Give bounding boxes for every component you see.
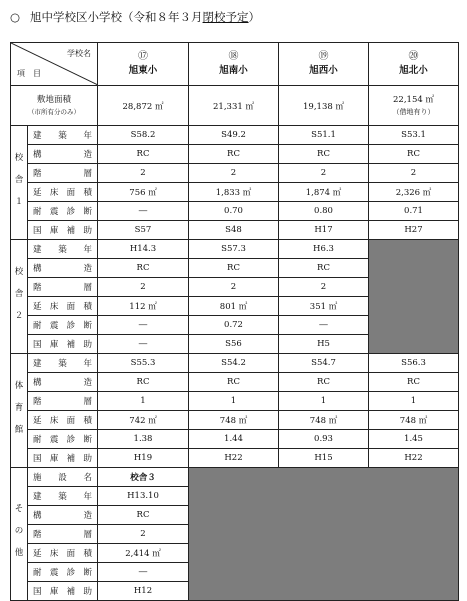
row-item-label: 施設名 — [28, 468, 98, 487]
value-cell: 2 — [189, 278, 279, 297]
school-header-4 — [369, 43, 459, 86]
data-row — [11, 430, 459, 449]
value-cell: RC — [189, 145, 279, 164]
value-cell: 1 — [98, 392, 189, 411]
section-title-char: 育 — [14, 402, 24, 413]
value-cell: RC — [279, 373, 369, 392]
data-row — [11, 183, 459, 202]
row-item-label: 建築年 — [28, 487, 98, 506]
bullet-circle-icon: ○ — [10, 10, 21, 24]
value-cell: RC — [98, 259, 189, 278]
section-title-char: の — [14, 526, 24, 536]
value-cell: 748 ㎡ — [369, 411, 459, 430]
value-cell: 0.80 — [279, 202, 369, 221]
value-cell: 2 — [189, 164, 279, 183]
value-cell: 1 — [369, 392, 459, 411]
row-item-label: 耐震診断 — [28, 202, 98, 221]
site-area-label-cell — [11, 86, 98, 126]
section-title-char: 体 — [14, 380, 24, 391]
value-cell: ― — [98, 563, 189, 582]
value-cell: 2,326 ㎡ — [369, 183, 459, 202]
data-row — [11, 373, 459, 392]
value-cell: S48 — [189, 221, 279, 240]
row-item-label: 階層 — [28, 164, 98, 183]
value-cell: RC — [369, 145, 459, 164]
row-item-label: 延床面積 — [28, 183, 98, 202]
corner-label-item: 項 目 — [17, 69, 41, 78]
section-title-char: １ — [14, 196, 24, 207]
section-title-cell — [11, 354, 28, 468]
data-row — [11, 354, 459, 373]
value-cell: S56.3 — [369, 354, 459, 373]
site-area-row — [11, 86, 459, 126]
value-cell: 0.93 — [279, 430, 369, 449]
row-item-label: 構造 — [28, 506, 98, 525]
row-item-label: 構造 — [28, 145, 98, 164]
value-cell: S54.7 — [279, 354, 369, 373]
site-area-value: 28,872 ㎡ — [98, 86, 189, 126]
school-header-2 — [189, 43, 279, 86]
row-item-label: 耐震診断 — [28, 316, 98, 335]
section-title-char: 校 — [14, 152, 24, 163]
value-cell: 756 ㎡ — [98, 183, 189, 202]
value-cell: S49.2 — [189, 126, 279, 145]
value-cell: RC — [279, 259, 369, 278]
data-row — [11, 126, 459, 145]
section-title-char: 校 — [14, 266, 24, 277]
row-item-label: 耐震診断 — [28, 563, 98, 582]
value-cell: RC — [98, 506, 189, 525]
value-cell: 1.44 — [189, 430, 279, 449]
not-applicable-shaded-cell — [189, 468, 459, 601]
data-row — [11, 240, 459, 259]
site-area-value: 22,154 ㎡ （借地有り） — [369, 86, 459, 126]
value-cell: 校舎３ — [98, 468, 189, 487]
value-cell: 1 — [279, 392, 369, 411]
value-cell: 0.70 — [189, 202, 279, 221]
value-cell: 2,414 ㎡ — [98, 544, 189, 563]
value-cell: 1.45 — [369, 430, 459, 449]
row-item-label: 耐震診断 — [28, 430, 98, 449]
heading-close-paren: ） — [248, 10, 261, 24]
data-row — [11, 392, 459, 411]
section-title-char: 舎 — [14, 288, 24, 299]
not-applicable-shaded-cell — [369, 240, 459, 354]
value-cell: 2 — [98, 164, 189, 183]
value-cell: 2 — [369, 164, 459, 183]
section-title-cell — [11, 468, 28, 601]
value-cell: ― — [98, 316, 189, 335]
document-heading — [10, 9, 260, 25]
value-cell: 112 ㎡ — [98, 297, 189, 316]
row-item-label: 構造 — [28, 373, 98, 392]
school-name: 旭東小 — [128, 65, 158, 76]
row-item-label: 建築年 — [28, 354, 98, 373]
data-row — [11, 411, 459, 430]
site-area-label: 敷地面積 — [36, 95, 71, 105]
value-cell: S51.1 — [279, 126, 369, 145]
value-cell: H17 — [279, 221, 369, 240]
row-item-label: 建築年 — [28, 126, 98, 145]
section-title-char: そ — [14, 504, 24, 514]
value-cell: 2 — [279, 164, 369, 183]
school-name: 旭北小 — [399, 65, 428, 76]
value-cell: RC — [189, 373, 279, 392]
school-number: ⑳ — [408, 51, 419, 62]
value-cell: 2 — [98, 525, 189, 544]
value-cell: H6.3 — [279, 240, 369, 259]
value-cell: H5 — [279, 335, 369, 354]
value-cell: H22 — [189, 449, 279, 468]
data-row — [11, 164, 459, 183]
row-item-label: 国庫補助 — [28, 335, 98, 354]
school-name: 旭南小 — [219, 65, 248, 76]
value-cell: H13.10 — [98, 487, 189, 506]
value-cell: 1,874 ㎡ — [279, 183, 369, 202]
value-cell: H22 — [369, 449, 459, 468]
section-title-cell — [11, 240, 28, 354]
site-area-value: 21,331 ㎡ — [189, 86, 279, 126]
value-cell: S57.3 — [189, 240, 279, 259]
row-item-label: 建築年 — [28, 240, 98, 259]
data-row — [11, 449, 459, 468]
section-title-char: 他 — [14, 548, 24, 558]
value-cell: ― — [98, 202, 189, 221]
section-title-char: 館 — [14, 424, 24, 435]
value-cell: ― — [98, 335, 189, 354]
value-cell: S54.2 — [189, 354, 279, 373]
value-cell: 1,833 ㎡ — [189, 183, 279, 202]
value-cell: 2 — [98, 278, 189, 297]
value-cell: H12 — [98, 582, 189, 601]
row-item-label: 国庫補助 — [28, 221, 98, 240]
value-cell: ― — [279, 316, 369, 335]
header-corner-cell — [11, 43, 98, 86]
section-title-char: 舎 — [14, 174, 24, 185]
value-cell: 742 ㎡ — [98, 411, 189, 430]
value-cell: H14.3 — [98, 240, 189, 259]
row-item-label: 階層 — [28, 525, 98, 544]
heading-main-text: 旭中学校区小学校（令和８年３月 — [30, 10, 203, 24]
value-cell: S58.2 — [98, 126, 189, 145]
value-cell: 801 ㎡ — [189, 297, 279, 316]
site-area-note: （市所有分のみ） — [28, 108, 80, 116]
school-header-3 — [279, 43, 369, 86]
section-title-char: ２ — [14, 310, 24, 321]
row-item-label: 構造 — [28, 259, 98, 278]
row-item-label: 延床面積 — [28, 297, 98, 316]
school-number: ⑰ — [138, 51, 148, 62]
value-cell: H19 — [98, 449, 189, 468]
value-cell: RC — [279, 145, 369, 164]
value-cell: 748 ㎡ — [189, 411, 279, 430]
value-cell: 2 — [279, 278, 369, 297]
data-row — [11, 202, 459, 221]
value-cell: H15 — [279, 449, 369, 468]
value-cell: 0.72 — [189, 316, 279, 335]
data-row — [11, 221, 459, 240]
data-row — [11, 145, 459, 164]
value-cell: S55.3 — [98, 354, 189, 373]
heading-closing-note: 閉校予定 — [202, 10, 249, 24]
header-row — [11, 43, 459, 86]
corner-label-school: 学校名 — [67, 49, 91, 58]
row-item-label: 延床面積 — [28, 544, 98, 563]
value-cell: 1 — [189, 392, 279, 411]
row-item-label: 国庫補助 — [28, 449, 98, 468]
value-cell: RC — [98, 145, 189, 164]
value-cell: RC — [189, 259, 279, 278]
row-item-label: 延床面積 — [28, 411, 98, 430]
school-number: ⑲ — [318, 51, 329, 62]
value-cell: 351 ㎡ — [279, 297, 369, 316]
value-cell: S53.1 — [369, 126, 459, 145]
value-cell: H27 — [369, 221, 459, 240]
row-item-label: 階層 — [28, 392, 98, 411]
row-item-label: 国庫補助 — [28, 582, 98, 601]
value-cell: RC — [98, 373, 189, 392]
value-cell: RC — [369, 373, 459, 392]
school-name: 旭西小 — [309, 65, 338, 76]
school-facility-table — [10, 42, 459, 601]
value-cell: 0.71 — [369, 202, 459, 221]
value-cell: 1.38 — [98, 430, 189, 449]
data-row — [11, 468, 459, 487]
value-cell: S56 — [189, 335, 279, 354]
school-number: ⑱ — [228, 51, 239, 62]
school-header-1 — [98, 43, 189, 86]
site-area-subnote: （借地有り） — [392, 108, 435, 116]
site-area-value: 19,138 ㎡ — [279, 86, 369, 126]
value-cell: 748 ㎡ — [279, 411, 369, 430]
section-title-cell — [11, 126, 28, 240]
row-item-label: 階層 — [28, 278, 98, 297]
value-cell: S57 — [98, 221, 189, 240]
